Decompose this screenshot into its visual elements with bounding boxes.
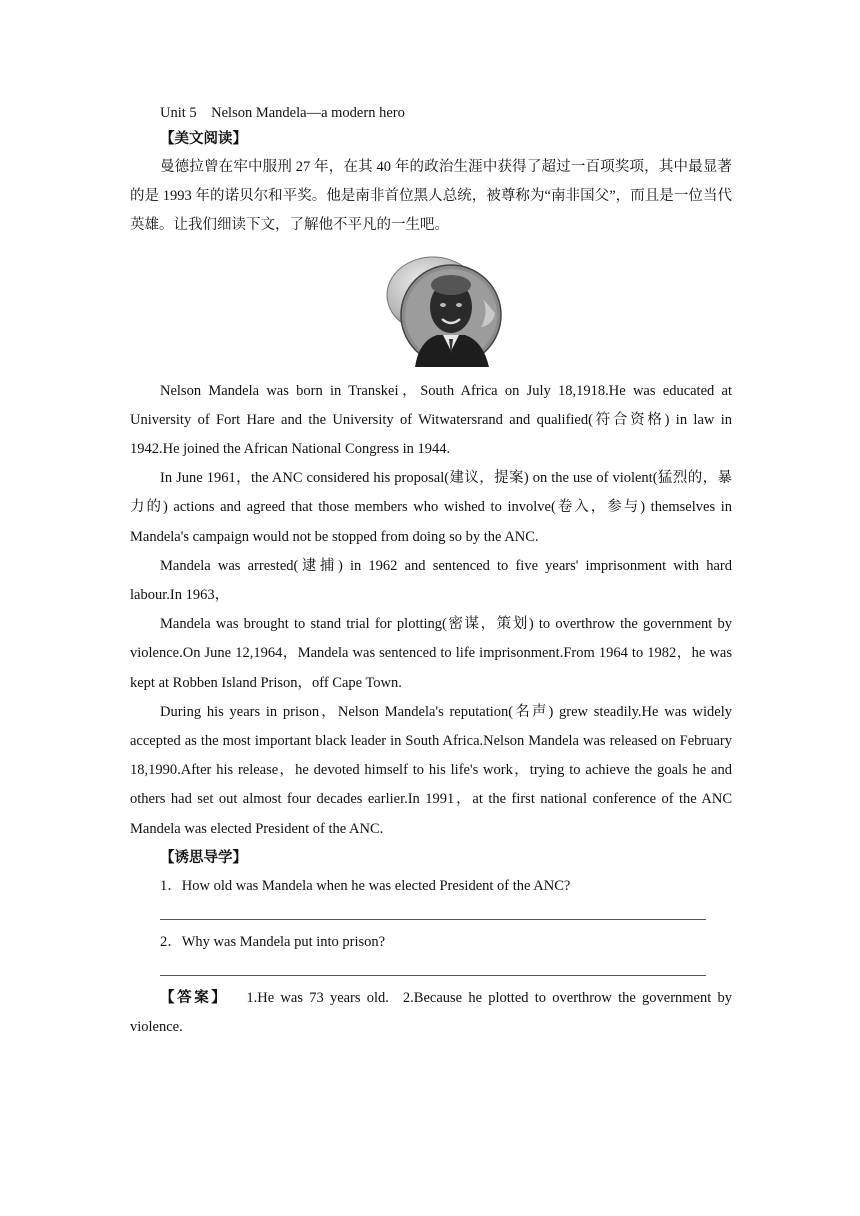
answer-label: 【答案】	[160, 989, 229, 1006]
unit-title: Unit 5 Nelson Mandela—a modern hero	[160, 105, 405, 121]
paragraph: Nelson Mandela was born in Transkei，South Africa on July 18,1918.He was educated at University of Fort Hare and the University of Witwatersrand and qualified(符合资格) in law in 1942.He joined the African National Congress in 1944.	[130, 382, 732, 458]
intro-paragraph: 曼德拉曾在牢中服刑 27 年，在其 40 年的政治生涯中获得了超过一百项奖项，其中最显著的是 1993 年的诺贝尔和平奖。他是南非首位黑人总统，被尊称为“南非国父”，而且是一位当代英雄。让我们细读下文，了解他不平凡的一生吧。	[130, 159, 732, 234]
answer-blank-1	[160, 901, 706, 920]
paragraph: Mandela was arrested(逮捕) in 1962 and sentenced to five years' imprisonment with hard labour.In 1963，	[130, 557, 732, 604]
question-1: 1．How old was Mandela when he was elected President of the ANC?	[160, 877, 571, 894]
answer-blank-2	[160, 957, 706, 976]
document-content	[130, 101, 732, 1042]
answer-2: 2.Because he plotted to overthrow the government by violence.	[130, 989, 733, 1035]
photo-area	[130, 247, 732, 373]
guide-section-heading: 【诱思导学】	[160, 849, 247, 866]
answer-block	[130, 984, 732, 1042]
answer-1: 1.He was 73 years old.	[246, 989, 389, 1006]
mandela-badge-photo	[385, 255, 505, 367]
paragraph: During his years in prison，Nelson Mandela's reputation(名声) grew steadily.He was widely accepted as the most important black leader in South Africa.Nelson Mandela was released on February 18,1990.After his release，he devoted himself to his life's work，trying to achieve the goals he and others had set out almost four decades earlier.In 1991，at the first national conference of the ANC Mandela was elected President of the ANC.	[130, 703, 732, 837]
paragraph: Mandela was brought to stand trial for plotting(密谋，策划) to overthrow the government by violence.On June 12,1964，Mandela was sentenced to life imprisonment.From 1964 to 1982，he was kept at Robben Island Prison，off Cape Town.	[130, 616, 732, 691]
question-2: 2．Why was Mandela put into prison?	[160, 933, 386, 950]
reading-section-heading: 【美文阅读】	[160, 131, 247, 147]
paragraph: In June 1961，the ANC considered his proposal(建议，提案) on the use of violent(猛烈的，暴力的) actions and agreed that those members who wished to involve(卷入，参与) themselves in Mandela's campaign would not be stopped from doing so by the ANC.	[130, 470, 732, 545]
